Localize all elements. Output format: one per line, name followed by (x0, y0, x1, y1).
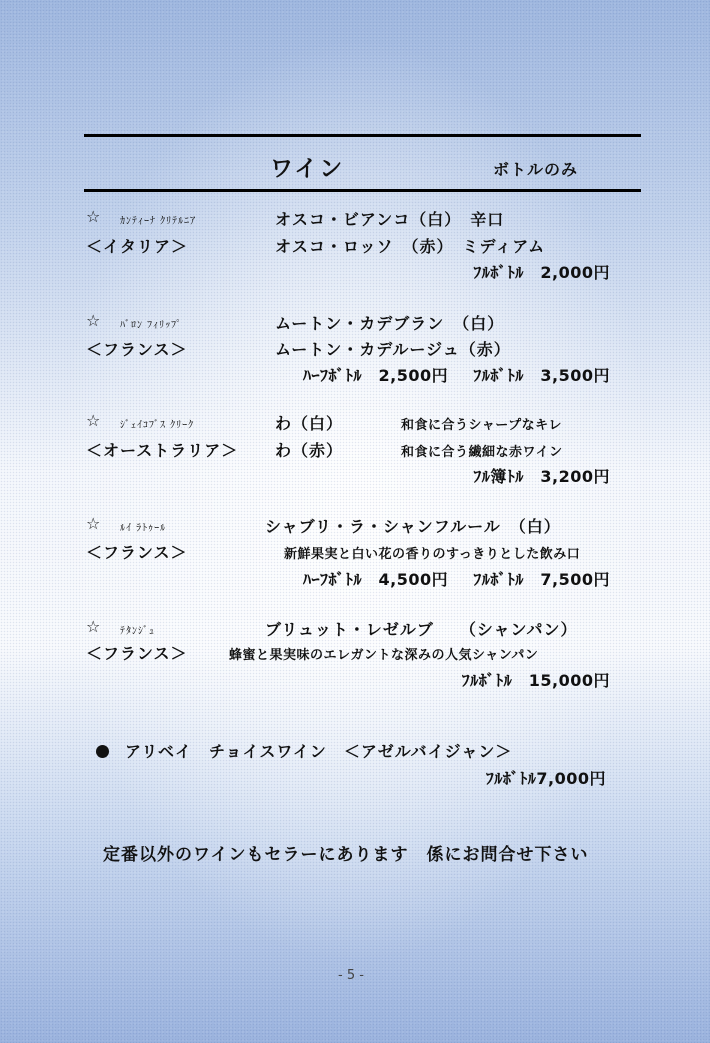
wine-note: 蜂蜜と果実味のエレガントな深みの人気シャンパン (229, 648, 539, 663)
wine-line-1: ムートン・カデブラン （白） (275, 314, 505, 333)
full-bottle-price: ﾌﾙﾎﾞﾄﾙ 7,500円 (473, 570, 610, 589)
house-wine-label: アリベイ チョイスワイン ＜アゼルバイジャン＞ (125, 742, 513, 761)
producer-name: ﾃﾀﾝｼﾞｭ (120, 626, 155, 637)
star-marker: ☆ (86, 411, 102, 430)
house-wine-price: ﾌﾙﾎﾞﾄﾙ7,000円 (485, 769, 606, 788)
page-title: ワイン (270, 156, 345, 182)
producer-name: ｶﾝﾃｨｰﾅ ｸﾘﾃﾙﾆｱ (120, 216, 197, 227)
full-bottle-price: ﾌﾙﾎﾞﾄﾙ 2,000円 (473, 263, 610, 282)
wine-line-2: ムートン・カデルージュ（赤） (275, 340, 511, 359)
wine-line-1: シャブリ・ラ・シャンフルール （白） (265, 517, 561, 536)
star-marker: ☆ (86, 311, 102, 330)
full-bottle-price: ﾌﾙ簿ﾄﾙ 3,200円 (473, 467, 610, 486)
star-marker: ☆ (86, 617, 102, 636)
wine-line-2: わ（赤） (275, 441, 344, 460)
wine-line-1: オスコ・ビアンコ（白） 辛口 (275, 210, 505, 229)
wine-line-2: オスコ・ロッソ （赤） ミディアム (275, 237, 546, 256)
half-bottle-price: ﾊｰﾌﾎﾞﾄﾙ 4,500円 (303, 570, 449, 589)
wine-line-1: ブリュット・レゼルブ （シャンパン） (265, 620, 578, 639)
country-label: ＜フランス＞ (86, 543, 188, 562)
page-number: - 5 - (338, 968, 364, 983)
producer-name: ﾊﾞﾛﾝ ﾌｨﾘｯﾌﾟ (120, 320, 183, 331)
country-label: ＜フランス＞ (86, 340, 188, 359)
full-bottle-price: ﾌﾙﾎﾞﾄﾙ 15,000円 (461, 671, 610, 690)
header-top-rule (84, 134, 641, 137)
half-bottle-price: ﾊｰﾌﾎﾞﾄﾙ 2,500円 (303, 366, 449, 385)
page-subtitle: ボトルのみ (493, 160, 579, 179)
wine-note-1: 和食に合うシャープなキレ (401, 418, 562, 433)
country-label: ＜イタリア＞ (86, 237, 189, 256)
cellar-notice: 定番以外のワインもセラーにあります 係にお問合せ下さい (103, 845, 589, 865)
star-marker: ☆ (86, 207, 102, 226)
wine-line-1: わ（白） (275, 414, 344, 433)
producer-name: ﾙｲ ﾗﾄｩｰﾙ (120, 523, 167, 534)
header-bottom-rule (84, 189, 641, 192)
star-marker: ☆ (86, 514, 102, 533)
full-bottle-price: ﾌﾙﾎﾞﾄﾙ 3,500円 (473, 366, 610, 385)
country-label: ＜フランス＞ (86, 644, 188, 663)
bullet-icon (96, 745, 109, 758)
wine-note-2: 和食に合う繊細な赤ワイン (401, 445, 563, 460)
producer-name: ｼﾞｪｲｺﾌﾞｽ ｸﾘｰｸ (120, 420, 195, 431)
country-label: ＜オーストラリア＞ (86, 441, 239, 460)
wine-note: 新鮮果実と白い花の香りのすっきりとした飲み口 (284, 547, 581, 562)
